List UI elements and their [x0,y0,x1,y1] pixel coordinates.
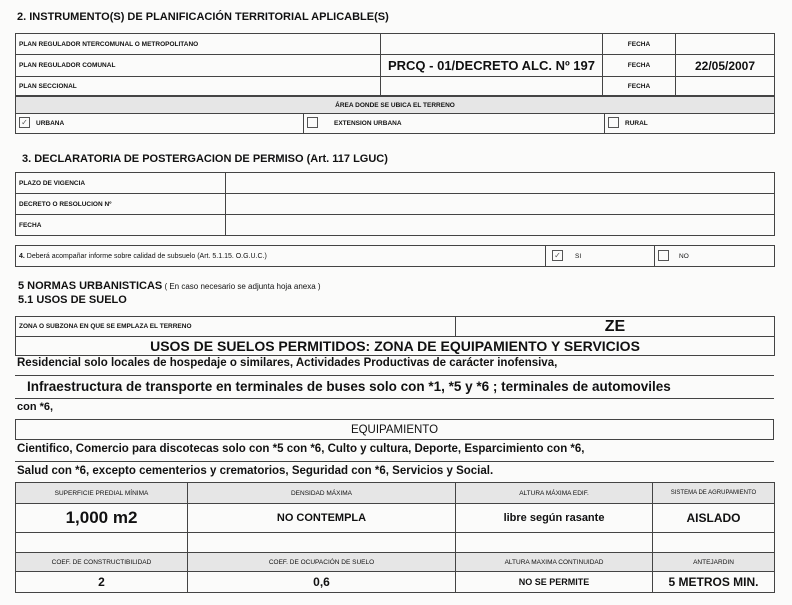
altura-header: ALTURA MÁXIMA EDIF. [456,483,653,504]
antejardin-header: ANTEJARDIN [653,553,775,572]
postergacion-table [15,172,775,236]
section-5-note: ( En caso necesario se adjunta hoja anexa ) [162,282,321,291]
plazo-value [226,173,775,194]
equipamiento-table [15,419,774,440]
urbana-checkbox[interactable] [19,117,30,128]
coef-const-value: 2 [16,572,188,593]
subsuelo-label: Deberá acompañar informe sobre calidad de subsuelo (Art. 5.1.15. O.G.U.C.) [24,252,267,260]
equipamiento-line-1: Cientifico, Comercio para discotecas solo con *5 con *6, Culto y cultura, Deporte, Esparcimiento con *6, [17,443,585,455]
subsuelo-text [16,246,546,267]
rural-label: RURAL [625,120,648,128]
fecha-3-label: FECHA [16,215,226,236]
fecha-label: FECHA [603,55,676,77]
no-label: NO [679,252,689,260]
empty-cell [653,533,775,553]
divider [15,375,774,376]
divider [15,398,774,399]
section-4-number: 4. [19,252,25,260]
plan-seccional-label: PLAN SECCIONAL [16,77,381,96]
decreto-label: DECRETO O RESOLUCION Nº [16,194,226,215]
normas-table [15,482,775,593]
coef-ocup-value: 0,6 [188,572,456,593]
plan-comunal-value: PRCQ - 01/DECRETO ALC. Nº 197 [381,55,603,77]
rural-checkbox[interactable] [608,117,619,128]
empty-cell [188,533,456,553]
decreto-value [226,194,775,215]
plan-intercomunal-fecha [676,34,775,55]
equipamiento-title: EQUIPAMIENTO [16,420,774,440]
area-label: ÁREA DONDE SE UBICA EL TERRENO [16,97,775,114]
zona-table [15,316,775,356]
fecha-3-value [226,215,775,236]
plan-seccional-value [381,77,603,96]
extension-label: EXTENSION URBANA [334,120,402,128]
empty-cell [16,533,188,553]
si-option[interactable] [546,246,655,267]
infraestructura-line: Infraestructura de transporte en terminales de buses solo con *1, *5 y *6 ; terminales de automoviles [27,379,671,394]
zona-value: ZE [456,317,775,337]
sistema-header: SISTEMA DE AGRUPAMIENTO [653,483,775,504]
superficie-value: 1,000 m2 [16,504,188,533]
empty-cell [456,533,653,553]
no-option[interactable] [655,246,775,267]
section-3-title: 3. DECLARATORIA DE POSTERGACION DE PERMISO (Art. 117 LGUC) [22,153,388,165]
plan-comunal-label: PLAN REGULADOR COMUNAL [16,55,381,77]
si-checkbox[interactable] [552,250,563,261]
plan-intercomunal-label: PLAN REGULADOR NTERCOMUNAL O METROPOLITANO [16,34,381,55]
coef-ocup-header: COEF. DE OCUPACIÓN DE SUELO [188,553,456,572]
fecha-label: FECHA [603,34,676,55]
equipamiento-line-2: Salud con *6, excepto cementerios y crematorios, Seguridad con *6, Servicios y Social. [17,465,494,477]
plan-seccional-fecha [676,77,775,96]
superficie-header: SUPERFICIE PREDIAL MÍNIMA [16,483,188,504]
rural-option[interactable] [605,114,775,134]
urbana-option[interactable] [16,114,304,134]
no-checkbox[interactable] [658,250,669,261]
coef-const-header: COEF. DE CONSTRUCTIBILIDAD [16,553,188,572]
extension-checkbox[interactable] [307,117,318,128]
infraestructura-cont: con *6, [17,401,54,413]
altura-cont-value: NO SE PERMITE [456,572,653,593]
antejardin-value: 5 METROS MIN. [653,572,775,593]
plazo-label: PLAZO DE VIGENCIA [16,173,226,194]
fecha-label: FECHA [603,77,676,96]
area-table [15,96,775,134]
urbana-label: URBANA [36,120,65,128]
divider [15,461,774,462]
altura-value: libre según rasante [456,504,653,533]
subsuelo-table [15,245,775,267]
section-5-heading: 5 NORMAS URBANISTICAS [18,280,163,292]
plan-comunal-fecha: 22/05/2007 [676,55,775,77]
residencial-line: Residencial solo locales de hospedaje o similares, Actividades Productivas de carácter inofensiva, [17,357,558,369]
sistema-value: AISLADO [653,504,775,533]
altura-cont-header: ALTURA MAXIMA CONTINUIDAD [456,553,653,572]
densidad-value: NO CONTEMPLA [188,504,456,533]
extension-option[interactable] [304,114,605,134]
section-5-title [18,280,321,292]
usos-title: USOS DE SUELOS PERMITIDOS: ZONA DE EQUIPAMIENTO Y SERVICIOS [16,337,775,356]
si-label: SI [575,252,582,260]
densidad-header: DENSIDAD MÁXIMA [188,483,456,504]
section-2-title: 2. INSTRUMENTO(S) DE PLANIFICACIÓN TERRITORIAL APLICABLE(S) [17,11,389,23]
plan-intercomunal-value [381,34,603,55]
planning-instruments-table [15,33,775,96]
section-5-1-title: 5.1 USOS DE SUELO [18,294,127,306]
zona-label: ZONA O SUBZONA EN QUE SE EMPLAZA EL TERRENO [16,317,456,337]
